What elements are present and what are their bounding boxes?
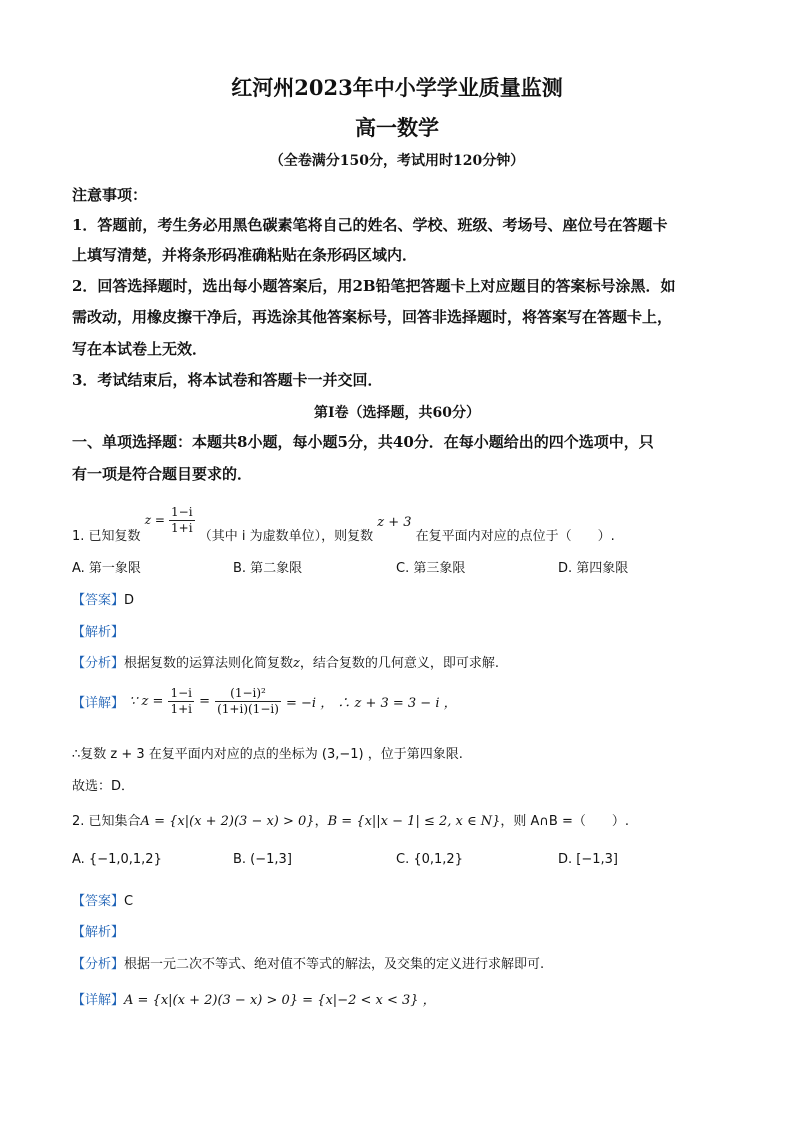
q2-set-a: A = {x|(x + 2)(3 − x) > 0}: [140, 814, 315, 829]
fenxi-end: ，结合复数的几何意义，即可求解.: [299, 656, 500, 671]
q2-option-b: B. (−1,3]: [233, 852, 292, 867]
q2-option-c: C. {0,1,2}: [396, 852, 463, 867]
q1-choose: 故选：D．: [72, 779, 135, 794]
fenxi-tag: 【分析】: [72, 656, 125, 671]
answer-tag: 【答案】: [72, 593, 125, 608]
notice-line: 2．回答选择题时，选出每小题答案后，用2B铅笔把答题卡上对应题目的答案标号涂黑．如: [72, 277, 676, 295]
fraction-numerator: (1−i)²: [215, 686, 281, 702]
fraction-denominator: (1+i)(1−i): [217, 702, 279, 716]
fenxi-text: 根据复数的运算法则化简复数: [124, 656, 294, 671]
q1-conclusion: ∴复数 z + 3 在复平面内对应的点的坐标为 (3,−1) ，位于第四象限.: [72, 747, 463, 762]
detail-tag: 【详解】: [72, 696, 125, 711]
q2-option-d: D. [−1,3]: [558, 852, 618, 867]
q2-answer: [72, 890, 133, 909]
q1-prefix: 1. 已知复数: [72, 529, 141, 544]
q2-prefix: 2. 已知集合: [72, 814, 141, 829]
q1-z-label: z =: [144, 512, 165, 527]
fraction-denominator: 1+i: [171, 521, 193, 535]
notice-line: 1．答题前，考生务必用黑色碳素笔将自己的姓名、学校、班级、考场号、座位号在答题卡: [72, 216, 668, 234]
q1-detail: [72, 686, 457, 717]
q2-set-b: B = {x||x − 1| ≤ 2, x ∈ N}: [327, 814, 501, 829]
q2-option-a: A. {−1,0,1,2}: [72, 852, 162, 867]
answer-tag: 【答案】: [72, 894, 125, 909]
q1-option-b: B. 第二象限: [233, 561, 303, 576]
fenxi-variable: z: [293, 656, 300, 671]
notice-line: 需改动，用橡皮擦干净后，再选涂其他答案标号，回答非选择题时，将答案写在答题卡上，: [72, 308, 673, 326]
q1-fraction: [169, 505, 195, 536]
detail-fraction-1: [168, 686, 194, 717]
q1-option-c: C. 第三象限: [396, 561, 466, 576]
fenxi-tag: 【分析】: [72, 957, 125, 972]
analysis-tag: 【解析】: [72, 925, 125, 940]
fraction-numerator: 1−i: [171, 505, 193, 519]
detail-fraction-2: [215, 686, 281, 717]
q2-fenxi: [72, 953, 544, 972]
q1-suffix: 在复平面内对应的点位于（ ）.: [415, 529, 615, 544]
section-title: 第Ⅰ卷（选择题，共60分）: [313, 405, 481, 421]
analysis-tag: 【解析】: [72, 625, 125, 640]
q1-answer: [72, 589, 134, 608]
notice-line: 上填写清楚，并将条形码准确粘贴在条形码区域内．: [72, 246, 418, 264]
subject-title: 高一数学: [355, 115, 439, 140]
detail-equals: =: [199, 694, 211, 709]
q1-option-d: D. 第四象限: [558, 561, 629, 576]
q1-fenxi: [72, 652, 499, 671]
detail-lead: ∵ z =: [129, 694, 164, 709]
exam-note: （全卷满分150分，考试用时120分钟）: [269, 153, 525, 169]
detail-text: A = {x|(x + 2)(3 − x) > 0} = {x|−2 < x < 3} ，: [124, 993, 436, 1008]
notice-heading: 注意事项：: [72, 186, 148, 204]
notice-line: 3．考试结束后，将本试卷和答题卡一并交回．: [72, 371, 383, 389]
detail-tail: = −i ， ∴ z + 3 = 3 − i ，: [285, 696, 457, 711]
answer-value: C: [124, 894, 134, 909]
q2-detail: [72, 989, 436, 1008]
q2-suffix: ，则 A∩B =（ ）.: [500, 814, 630, 829]
answer-value: D: [124, 593, 135, 608]
fraction-denominator: 1+i: [170, 702, 193, 716]
question-2: [72, 810, 629, 829]
q2-sep: ，: [314, 814, 328, 829]
section-intro: 一、单项选择题：本题共8小题，每小题5分，共40分．在每小题给出的四个选项中，只: [72, 433, 654, 451]
fraction-numerator: 1−i: [170, 686, 193, 700]
q1-option-a: A. 第一象限: [72, 561, 141, 576]
question-1: [72, 497, 615, 544]
fenxi-text: 根据一元二次不等式、绝对值不等式的解法，及交集的定义进行求解即可.: [124, 957, 545, 972]
q1-middle: （其中 i 为虚数单位），则复数: [198, 529, 374, 544]
exam-title: 红河州2023年中小学学业质量监测: [231, 75, 563, 100]
section-intro: 有一项是符合题目要求的．: [72, 465, 253, 483]
detail-tag: 【详解】: [72, 993, 125, 1008]
q1-expr: z + 3: [377, 515, 412, 530]
notice-line: 写在本试卷上无效．: [72, 340, 208, 358]
